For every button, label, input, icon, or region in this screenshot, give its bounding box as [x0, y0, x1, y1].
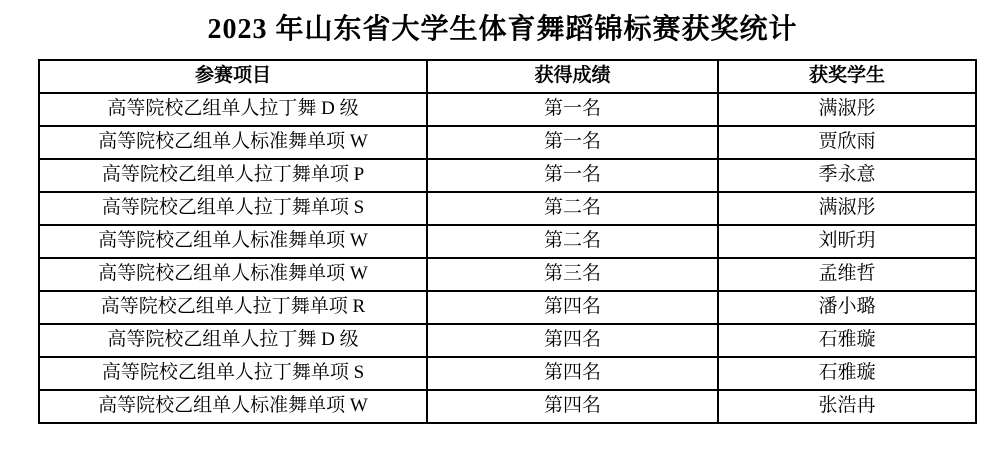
cell-student: 刘昕玥 — [718, 225, 976, 258]
cell-event: 高等院校乙组单人拉丁舞单项 R — [39, 291, 427, 324]
cell-student: 石雅璇 — [718, 357, 976, 390]
cell-result: 第四名 — [427, 390, 718, 423]
cell-result: 第三名 — [427, 258, 718, 291]
cell-student: 满淑彤 — [718, 93, 976, 126]
cell-event: 高等院校乙组单人拉丁舞 D 级 — [39, 324, 427, 357]
header-cell-result: 获得成绩 — [427, 60, 718, 93]
cell-student: 贾欣雨 — [718, 126, 976, 159]
cell-student: 满淑彤 — [718, 192, 976, 225]
header-cell-event: 参赛项目 — [39, 60, 427, 93]
cell-result: 第四名 — [427, 291, 718, 324]
table-row — [39, 390, 976, 423]
cell-result: 第四名 — [427, 357, 718, 390]
cell-result: 第一名 — [427, 93, 718, 126]
cell-event: 高等院校乙组单人拉丁舞单项 S — [39, 192, 427, 225]
cell-student: 石雅璇 — [718, 324, 976, 357]
table-row — [39, 225, 976, 258]
table-row — [39, 126, 976, 159]
table-row — [39, 159, 976, 192]
cell-event: 高等院校乙组单人标准舞单项 W — [39, 390, 427, 423]
cell-result: 第四名 — [427, 324, 718, 357]
awards-table — [38, 59, 977, 424]
cell-result: 第一名 — [427, 126, 718, 159]
table-row — [39, 192, 976, 225]
cell-event: 高等院校乙组单人拉丁舞单项 S — [39, 357, 427, 390]
cell-result: 第二名 — [427, 225, 718, 258]
table-row — [39, 93, 976, 126]
cell-student: 潘小璐 — [718, 291, 976, 324]
cell-student: 季永意 — [718, 159, 976, 192]
cell-result: 第一名 — [427, 159, 718, 192]
cell-event: 高等院校乙组单人拉丁舞 D 级 — [39, 93, 427, 126]
table-header-row — [39, 60, 976, 93]
cell-event: 高等院校乙组单人标准舞单项 W — [39, 258, 427, 291]
page-title: 2023 年山东省大学生体育舞蹈锦标赛获奖统计 — [207, 14, 798, 45]
table-row — [39, 258, 976, 291]
header-cell-student: 获奖学生 — [718, 60, 976, 93]
cell-event: 高等院校乙组单人标准舞单项 W — [39, 126, 427, 159]
table-row — [39, 357, 976, 390]
table-row — [39, 291, 976, 324]
cell-event: 高等院校乙组单人拉丁舞单项 P — [39, 159, 427, 192]
cell-student: 孟维哲 — [718, 258, 976, 291]
cell-result: 第二名 — [427, 192, 718, 225]
table-row — [39, 324, 976, 357]
cell-event: 高等院校乙组单人标准舞单项 W — [39, 225, 427, 258]
cell-student: 张浩冉 — [718, 390, 976, 423]
